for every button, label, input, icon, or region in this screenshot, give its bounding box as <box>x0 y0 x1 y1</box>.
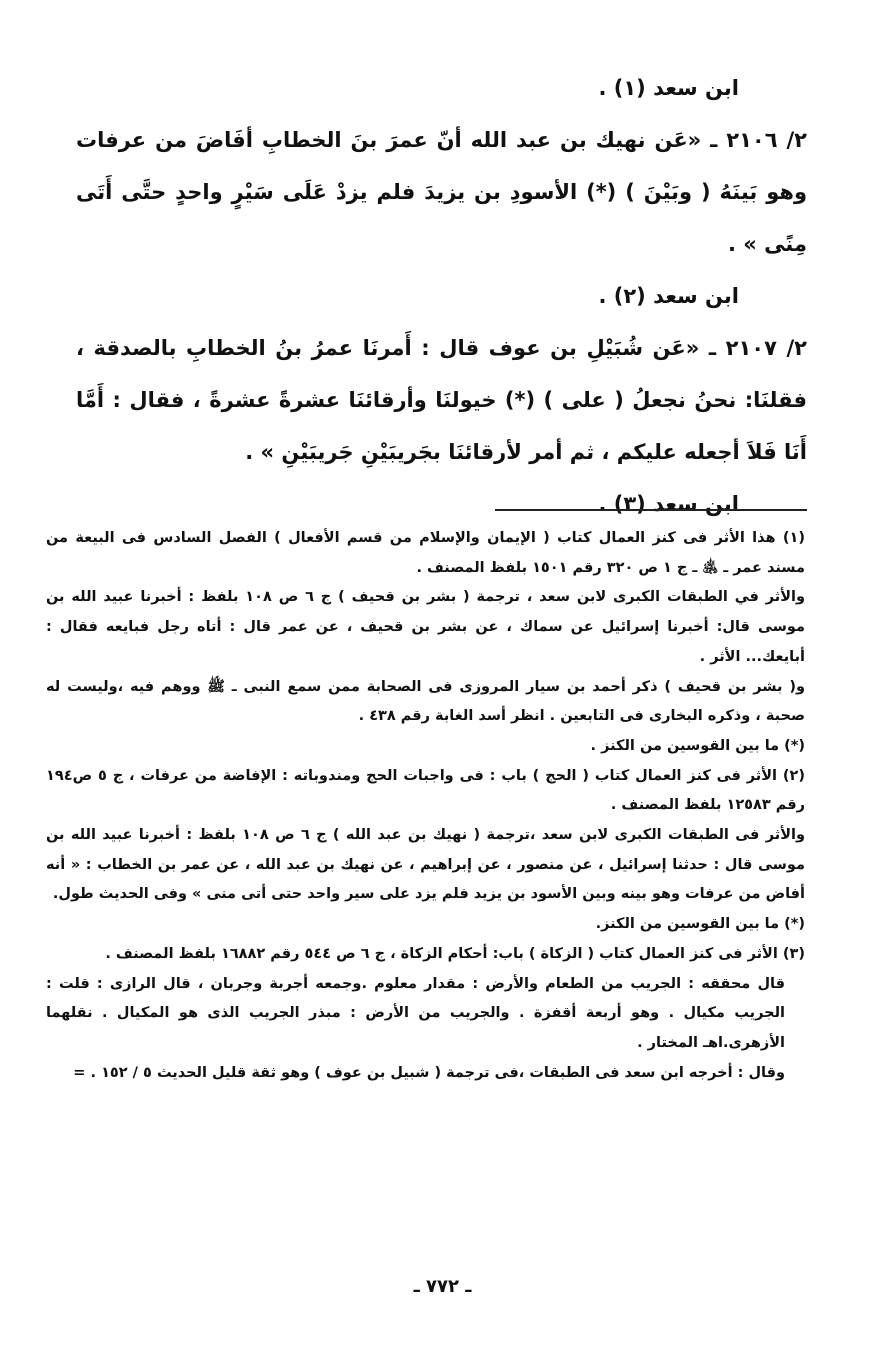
footnote-1-star: (*) ما بين القوسين من الكنز . <box>590 737 805 754</box>
source-line-2: ابن سعد (٢) . <box>598 284 739 308</box>
footnote-2: (٢) الأثر فى كنز العمال كتاب ( الحج ) باب : فى واجبات الحج ومندوباته : الإفاضة من عرفات ، ج ٥ ص١٩٤ رقم ١٢٥٨٣ بلفظ المصنف . <box>46 767 805 814</box>
footnote-3-muhaqqiq: قال محققه : الجريب من الطعام والأرض : مقدار معلوم .وجمعه أجربة وجربان ، قال الرازى : قلت : الجريب مكيال . وهو أربعة أقفزة . والجريب من الأرض : مبذر الجريب الذى هو المكيال . نقلهما الأزهرى.اهـ المختار . <box>46 975 785 1051</box>
athar-2106: ٢/ ٢١٠٦ ـ «عَن نهيك بن عبد الله أنّ عمرَ بنَ الخطابِ أفَاضَ من عرفات وهو بَينَهُ ( وبَيْنَ ) (*) الأسودِ بن يزيدَ فلم يزدْ عَلَى سَيْرٍ واحدٍ حتَّى أَتَى مِنًى » . <box>76 128 807 256</box>
footnote-2-star: (*) ما بين القوسين من الكنز. <box>595 916 805 933</box>
athar-2107: ٢/ ٢١٠٧ ـ «عَن شُبَيْلِ بن عوف قال : أَمرنَا عمرُ بنُ الخطابِ بالصدقة ، فقلنَا: نحنُ نجعلُ ( على ) (*) خيولنَا وأرقائنَا عشرةً عشرةً ، فقال : أَمَّا أَنَا فَلاَ أجعله عليكم ، ثم أمر لأرقائنَا بجَريبَيْنِ جَريبَيْنِ » . <box>76 336 807 464</box>
footnote-2-tabaqat: والأثر فى الطبقات الكبرى لابن سعد ،ترجمة ( نهيك بن عبد الله ) ج ٦ ص ١٠٨ بلفظ : أخبرنا عبيد الله بن موسى قال : حدثنا إسرائيل ، عن منصور ، عن إبراهيم ، عن نهيك بن عبد الله ، عن عمر بن الخطاب : « أنه أفاض من عرفات وهو بينه وبين الأسود بن يزيد فلم يزد على سير واحد حتى أتى منى » وفى الحديث طول. <box>46 827 806 903</box>
footnotes <box>46 524 805 1088</box>
footnote-1: (١) هذا الأثر فى كنز العمال كتاب ( الإيمان والإسلام من قسم الأفعال ) الفصل السادس فى البيعة من مسند عمر ـ ﵁ ـ ج ١ ص ٣٢٠ رقم ١٥٠١ بلفظ المصنف . <box>46 530 805 576</box>
source-line-3: ابن سعد (٣) . <box>598 492 739 516</box>
footnote-3-ibn-saad: وقال : أخرجه ابن سعد فى الطبقات ،فى ترجمة ( شبيل بن عوف ) وهو ثقة قليل الحديث ٥ / ١٥٢ . = <box>73 1064 785 1081</box>
footnote-1-tabaqat: والأثر في الطبقات الكبرى لابن سعد ، ترجمة ( بشر بن قحيف ) ج ٦ ص ١٠٨ بلفظ : أخبرنا عبيد الله بن موسى قال: أخبرنا إسرائيل عن سماك ، عن بشر بن قحيف ، عن عمر قال : أتاه رجل فبايعه فقال : أبايعك... الأثر . <box>46 589 805 665</box>
footnote-3: (٣) الأثر فى كنز العمال كتاب ( الزكاة ) باب: أحكام الزكاة ، ج ٦ ص ٥٤٤ رقم ١٦٨٨٢ بلفظ المصنف . <box>105 945 805 962</box>
footnote-divider <box>495 509 807 511</box>
footnote-1-bishr: و( بشر بن قحيف ) ذكر أحمد بن سيار المروزى فى الصحابة ممن سمع النبى ـ ﷺ ووهم فيه ،وليست له صحبة ، وذكره البخارى فى التابعين . انظر أسد الغابة رقم ٤٣٨ . <box>46 678 805 725</box>
source-line-1: ابن سعد (١) . <box>598 76 739 100</box>
page-number: ـ ٧٧٢ ـ <box>413 1276 472 1297</box>
main-text <box>76 62 807 530</box>
